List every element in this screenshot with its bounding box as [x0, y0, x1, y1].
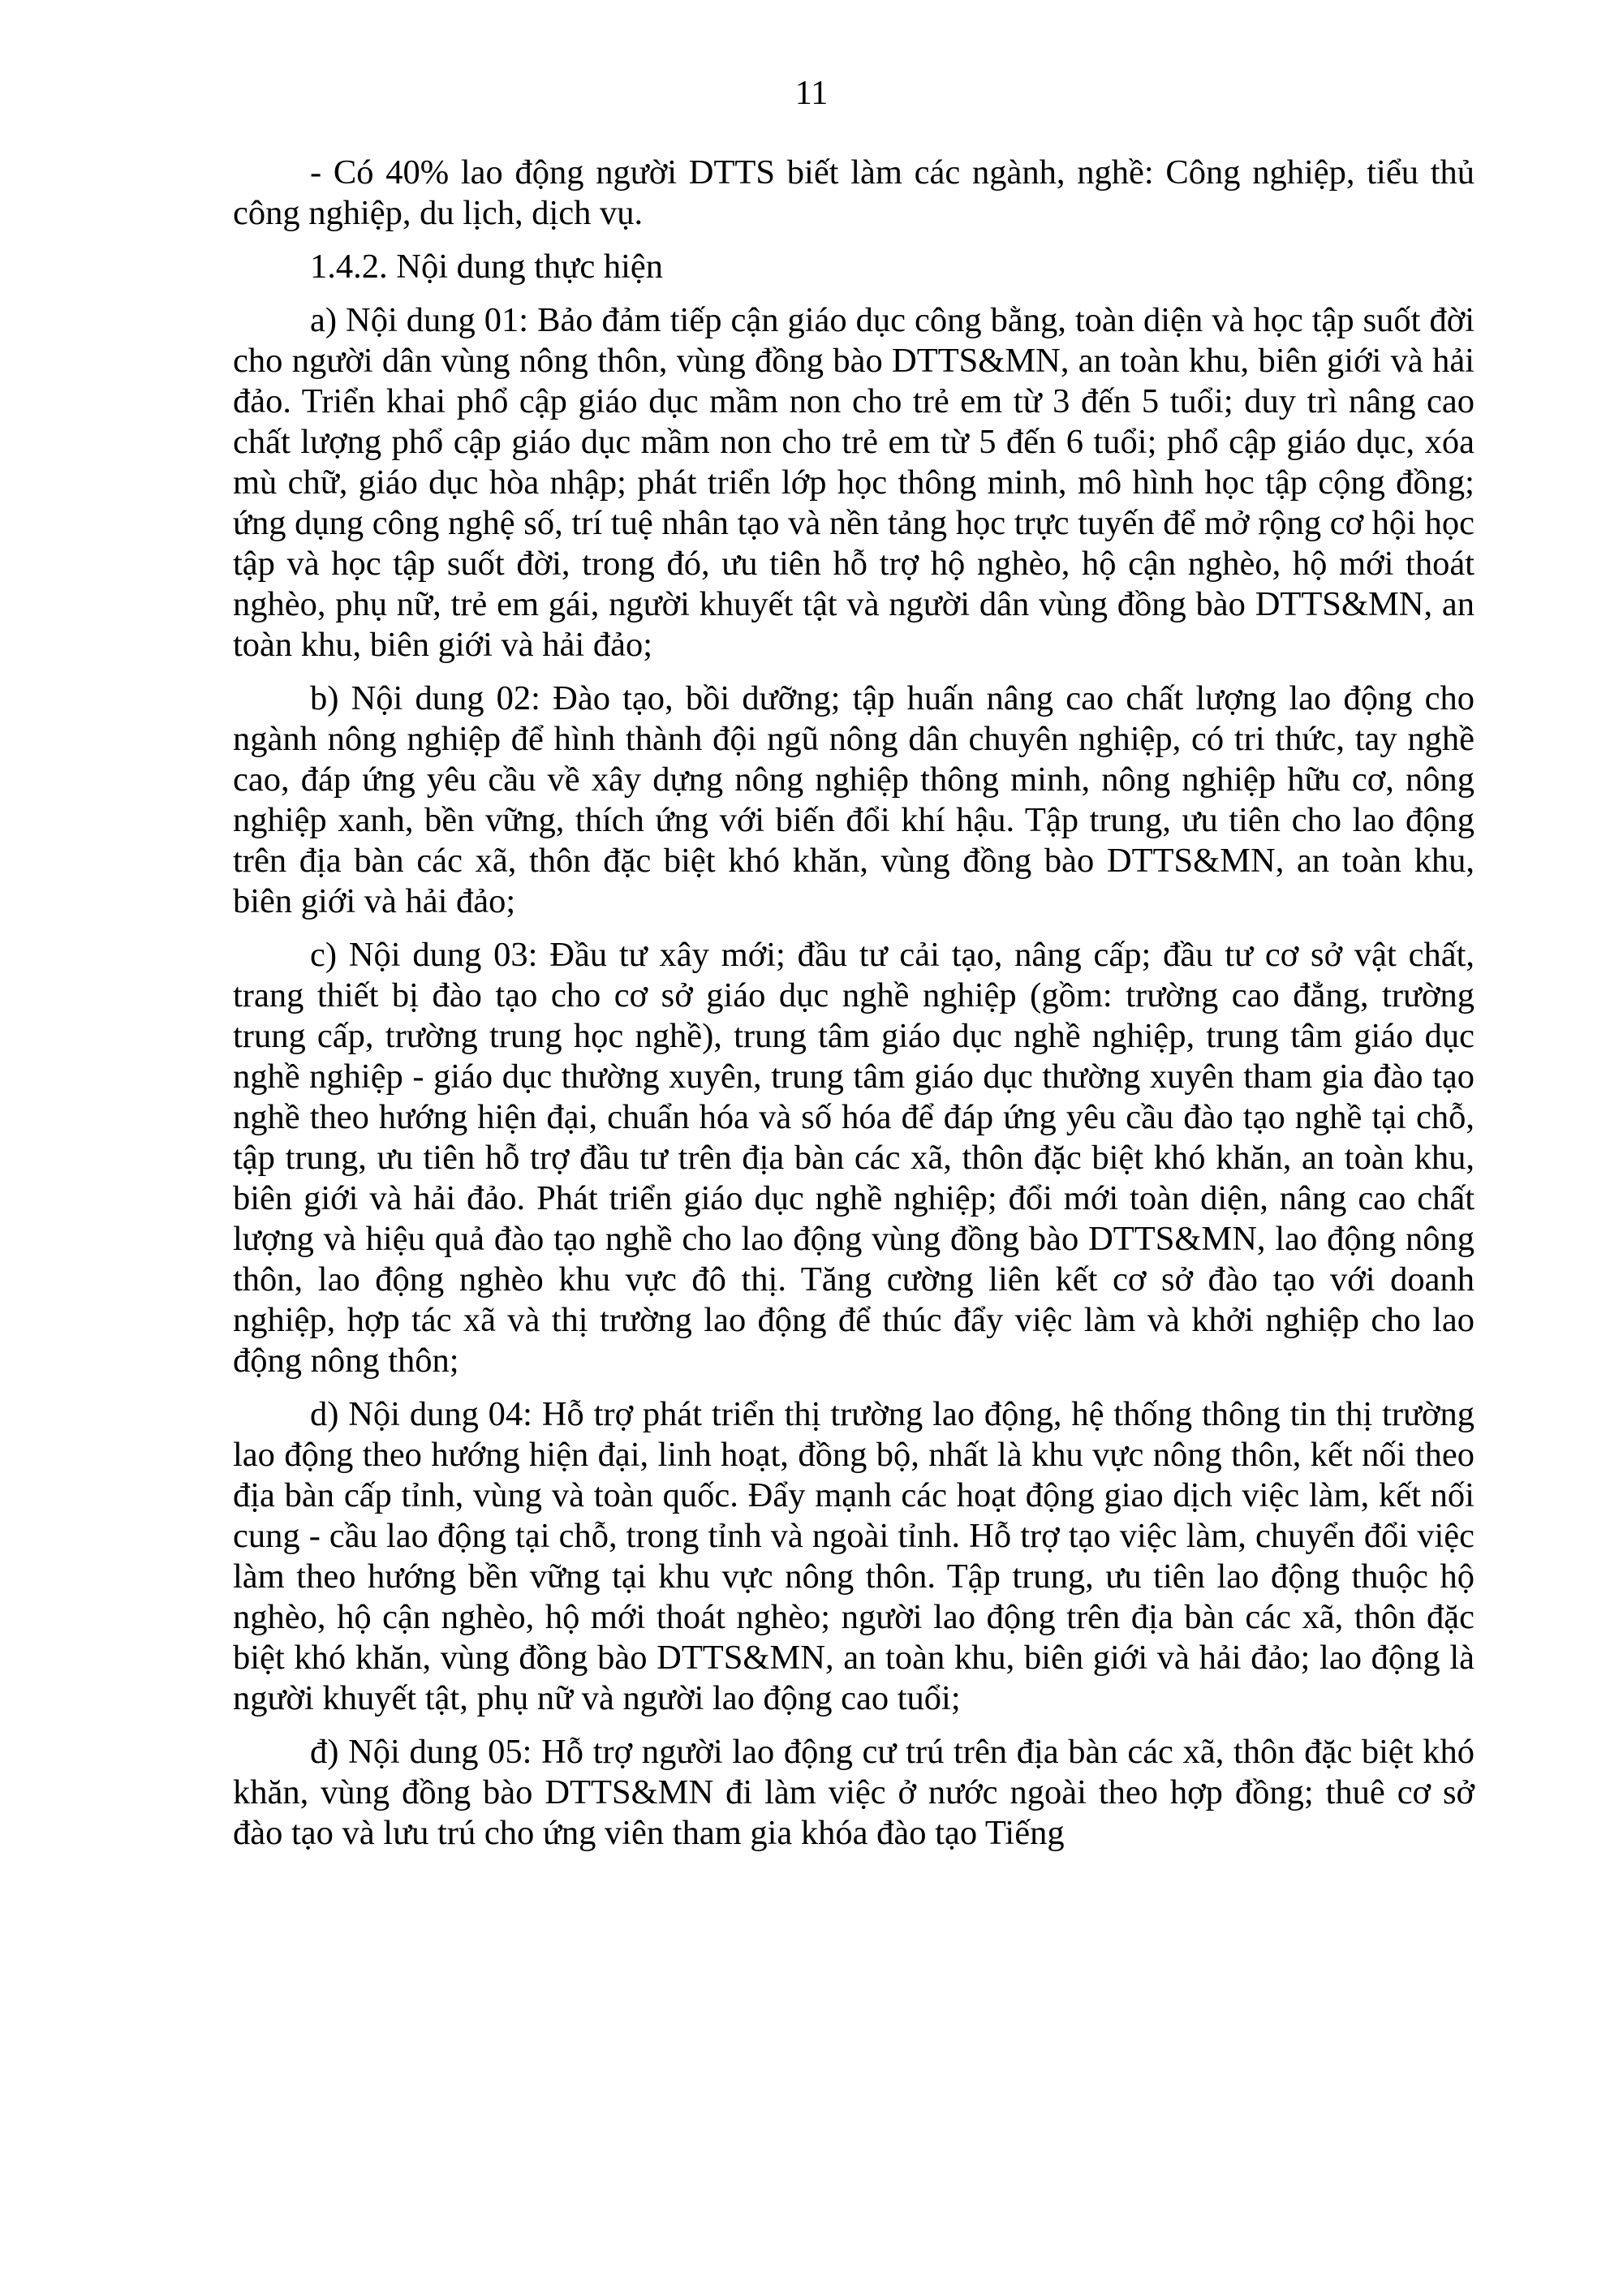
paragraph-content-01: a) Nội dung 01: Bảo đảm tiếp cận giáo dục công bằng, toàn diện và học tập suốt đời cho người dân vùng nông thôn, vùng đồng bào DTTS&MN, an toàn khu, biên giới và hải đảo. Triển khai phổ cập giáo dục mầm non cho trẻ em từ 3 đến 5 tuổi; duy trì nâng cao chất lượng phổ cập giáo dục mầm non cho trẻ em từ 5 đến 6 tuổi; phổ cập giáo dục, xóa mù chữ, giáo dục hòa nhập; phát triển lớp học thông minh, mô hình học tập cộng đồng; ứng dụng công nghệ số, trí tuệ nhân tạo và nền tảng học trực tuyến để mở rộng cơ hội học tập và học tập suốt đời, trong đó, ưu tiên hỗ trợ hộ nghèo, hộ cận nghèo, hộ mới thoát nghèo, phụ nữ, trẻ em gái, người khuyết tật và người dân vùng đồng bào DTTS&MN, an toàn khu, biên giới và hải đảo; — [233, 301, 1474, 664]
paragraph-content-04: d) Nội dung 04: Hỗ trợ phát triển thị trường lao động, hệ thống thông tin thị trường lao động theo hướng hiện đại, linh hoạt, đồng bộ, nhất là khu vực nông thôn, kết nối theo địa bàn cấp tỉnh, vùng và toàn quốc. Đẩy mạnh các hoạt động giao dịch việc làm, kết nối cung - cầu lao động tại chỗ, trong tỉnh và ngoài tỉnh. Hỗ trợ tạo việc làm, chuyển đổi việc làm theo hướng bền vững tại khu vực nông thôn. Tập trung, ưu tiên lao động thuộc hộ nghèo, hộ cận nghèo, hộ mới thoát nghèo; người lao động trên địa bàn các xã, thôn đặc biệt khó khăn, vùng đồng bào DTTS&MN, an toàn khu, biên giới và hải đảo; lao động là người khuyết tật, phụ nữ và người lao động cao tuổi; — [233, 1395, 1474, 1717]
paragraph-content-02: b) Nội dung 02: Đào tạo, bồi dưỡng; tập huấn nâng cao chất lượng lao động cho ngành nông nghiệp để hình thành đội ngũ nông dân chuyên nghiệp, có tri thức, tay nghề cao, đáp ứng yêu cầu về xây dựng nông nghiệp thông minh, nông nghiệp hữu cơ, nông nghiệp xanh, bền vững, thích ứng với biến đổi khí hậu. Tập trung, ưu tiên cho lao động trên địa bàn các xã, thôn đặc biệt khó khăn, vùng đồng bào DTTS&MN, an toàn khu, biên giới và hải đảo; — [233, 679, 1474, 920]
page-number: 11 — [794, 75, 829, 112]
section-heading-1-4-2: 1.4.2. Nội dung thực hiện — [310, 248, 664, 286]
paragraph-content-03: c) Nội dung 03: Đầu tư xây mới; đầu tư cải tạo, nâng cấp; đầu tư cơ sở vật chất, trang thiết bị đào tạo cho cơ sở giáo dục nghề nghiệp (gồm: trường cao đẳng, trường trung cấp, trường trung học nghề), trung tâm giáo dục nghề nghiệp, trung tâm giáo dục nghề nghiệp - giáo dục thường xuyên, trung tâm giáo dục thường xuyên tham gia đào tạo nghề theo hướng hiện đại, chuẩn hóa và số hóa để đáp ứng yêu cầu đào tạo nghề tại chỗ, tập trung, ưu tiên hỗ trợ đầu tư trên địa bàn các xã, thôn đặc biệt khó khăn, an toàn khu, biên giới và hải đảo. Phát triển giáo dục nghề nghiệp; đổi mới toàn diện, nâng cao chất lượng và hiệu quả đào tạo nghề cho lao động vùng đồng bào DTTS&MN, lao động nông thôn, lao động nghèo khu vực đô thị. Tăng cường liên kết cơ sở đào tạo với doanh nghiệp, hợp tác xã và thị trường lao động để thúc đẩy việc làm và khởi nghiệp cho lao động nông thôn; — [233, 936, 1474, 1380]
paragraph-content-05: đ) Nội dung 05: Hỗ trợ người lao động cư trú trên địa bàn các xã, thôn đặc biệt khó khăn, vùng đồng bào DTTS&MN đi làm việc ở nước ngoài theo hợp đồng; thuê cơ sở đào tạo và lưu trú cho ứng viên tham gia khóa đào tạo Tiếng — [233, 1733, 1474, 1852]
paragraph-labor-skills: - Có 40% lao động người DTTS biết làm các ngành, nghề: Công nghiệp, tiểu thủ công nghiệp, du lịch, dịch vụ. — [233, 153, 1474, 232]
document-body — [233, 153, 1474, 1867]
